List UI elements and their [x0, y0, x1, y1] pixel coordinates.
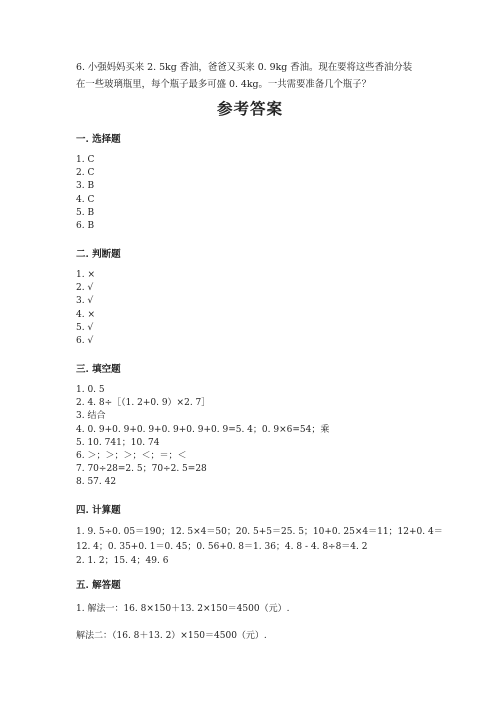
list-item: 12. 4；0. 35+0. 1＝0. 45；0. 56+0. 8＝1. 36；4. 8 - 4. 8÷8＝4. 2 — [76, 541, 368, 552]
solution-method-1: 1. 解法一：16. 8×150＋13. 2×150＝4500（元）. — [76, 604, 290, 614]
list-item: 2. 1. 2；15. 4；49. 6 — [76, 556, 169, 566]
list-item: 1. 9. 5÷0. 05＝190；12. 5×4＝50；20. 5+5＝25. 5；10+0. 25×4＝11；12+0. 4＝ — [76, 527, 443, 537]
list-item: 3. 结合 — [76, 411, 106, 422]
list-item: 6. √ — [76, 336, 94, 347]
choice-answer-list — [76, 154, 94, 233]
list-item: 1. 0. 5 — [76, 385, 105, 395]
list-item: 4. C — [76, 194, 95, 205]
list-item: 3. B — [76, 181, 95, 192]
list-item: 2. 4. 8÷［（1. 2+0. 9）×2. 7］ — [76, 398, 211, 409]
list-item: 4. × — [76, 309, 95, 320]
list-item: 5. 10. 741；10. 74 — [76, 437, 160, 448]
list-item: 8. 57. 42 — [76, 477, 117, 488]
judge-answer-list — [76, 269, 95, 348]
page-title: 参考答案 — [216, 99, 283, 118]
list-item: 5. √ — [76, 322, 94, 333]
section-heading-calc: 四. 计算题 — [76, 505, 121, 516]
problem-line-2: 在一些玻璃瓶里，每个瓶子最多可盛 0. 4kg。一共需要准备几个瓶子？ — [76, 79, 372, 90]
section-heading-choice: 一. 选择题 — [76, 134, 121, 145]
list-item: 2. √ — [76, 283, 94, 294]
list-item: 1. C — [76, 155, 95, 165]
problem-6-text — [76, 59, 436, 93]
solution-method-2: 解法二：（16. 8＋13. 2）×150＝4500（元）. — [76, 631, 267, 641]
list-item: 7. 70÷28=2. 5；70÷2. 5=28 — [76, 464, 207, 475]
list-item: 4. 0. 9+0. 9+0. 9+0. 9+0. 9+0. 9=5. 4；0. 9×6=54；乘 — [76, 424, 330, 435]
section-heading-answer: 五. 解答题 — [76, 580, 121, 591]
list-item: 5. B — [76, 207, 95, 218]
list-item: 6. ＞；＞；＞；＜；＝；＜ — [76, 451, 187, 462]
section-heading-fill: 三. 填空题 — [76, 364, 121, 375]
list-item: 6. B — [76, 221, 95, 232]
calc-answer-list — [76, 525, 443, 569]
section-heading-judge: 二. 判断题 — [76, 249, 121, 260]
problem-line-1: 6. 小强妈妈买来 2. 5kg 香油，爸爸又买来 0. 9kg 香油。现在要将这些香油分装 — [76, 62, 413, 73]
list-item: 3. √ — [76, 296, 94, 307]
list-item: 2. C — [76, 168, 95, 179]
list-item: 1. × — [76, 270, 95, 280]
fill-answer-list — [76, 384, 329, 490]
